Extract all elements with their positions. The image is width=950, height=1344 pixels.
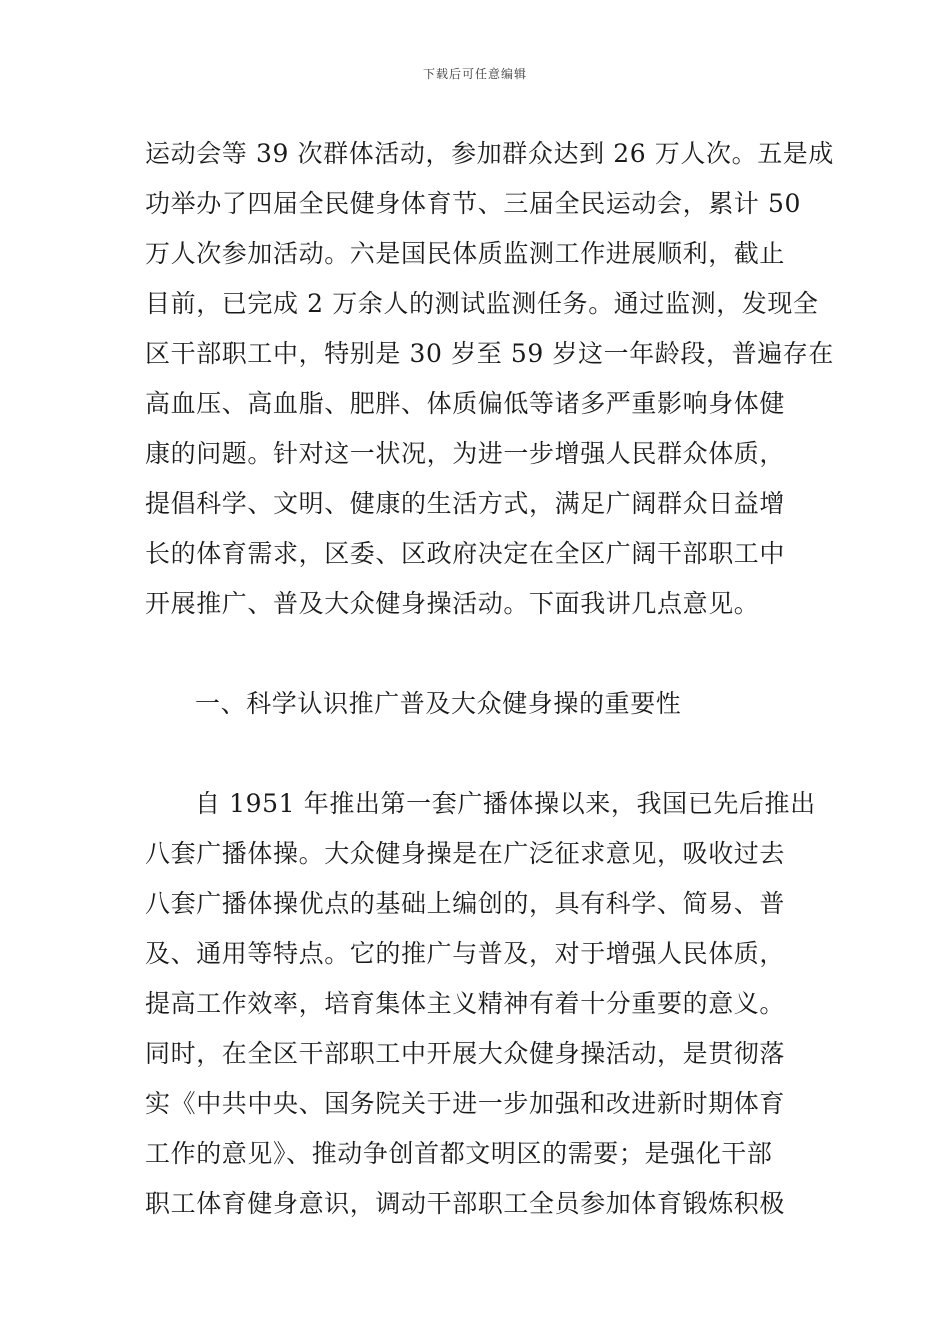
paragraph-line: 及、通用等特点。它的推广与普及，对于增强人民体质， (145, 939, 786, 968)
paragraph-1 (145, 129, 835, 629)
blank-line (145, 629, 809, 679)
paragraph-line: 康的问题。针对这一状况，为进一步增强人民群众体质， (145, 439, 786, 468)
document-body (145, 129, 835, 1229)
paragraph-line: 长的体育需求，区委、区政府决定在全区广阔干部职工中 (145, 539, 786, 568)
section-heading: 一、科学认识推广普及大众健身操的重要性 (195, 689, 682, 718)
paragraph-2 (145, 779, 816, 1229)
paragraph-line: 八套广播体操优点的基础上编创的，具有科学、简易、普 (145, 889, 786, 918)
paragraph-line: 提高工作效率，培育集体主义精神有着十分重要的意义。 (145, 989, 786, 1018)
paragraph-line: 功举办了四届全民健身体育节、三届全民运动会，累计 50 (145, 189, 801, 218)
blank-line (145, 729, 809, 779)
paragraph-line: 提倡科学、文明、健康的生活方式，满足广阔群众日益增 (145, 489, 786, 518)
paragraph-line: 实《中共中央、国务院关于进一步加强和改进新时期体育 (145, 1089, 786, 1118)
paragraph-line: 同时，在全区干部职工中开展大众健身操活动，是贯彻落 (145, 1039, 786, 1068)
paragraph-line: 八套广播体操。大众健身操是在广泛征求意见，吸收过去 (145, 839, 786, 868)
paragraph-line: 运动会等 39 次群体活动，参加群众达到 26 万人次。五是成 (145, 139, 835, 168)
paragraph-line: 自 1951 年推出第一套广播体操以来，我国已先后推出 (195, 789, 816, 818)
paragraph-line: 高血压、高血脂、肥胖、体质偏低等诸多严重影响身体健 (145, 389, 786, 418)
paragraph-line: 区干部职工中，特别是 30 岁至 59 岁这一年龄段，普遍存在 (145, 339, 835, 368)
header-note: 下载后可任意编辑 (422, 67, 527, 81)
paragraph-line: 职工体育健身意识，调动干部职工全员参加体育锻炼积极 (145, 1189, 786, 1218)
paragraph-line: 工作的意见》、推动争创首都文明区的需要；是强化干部 (145, 1139, 773, 1168)
paragraph-line: 万人次参加活动。六是国民体质监测工作进展顺利，截止 (145, 239, 786, 268)
paragraph-line: 开展推广、普及大众健身操活动。下面我讲几点意见。 (145, 589, 760, 618)
paragraph-line: 目前，已完成 2 万余人的测试监测任务。通过监测，发现全 (145, 289, 819, 318)
